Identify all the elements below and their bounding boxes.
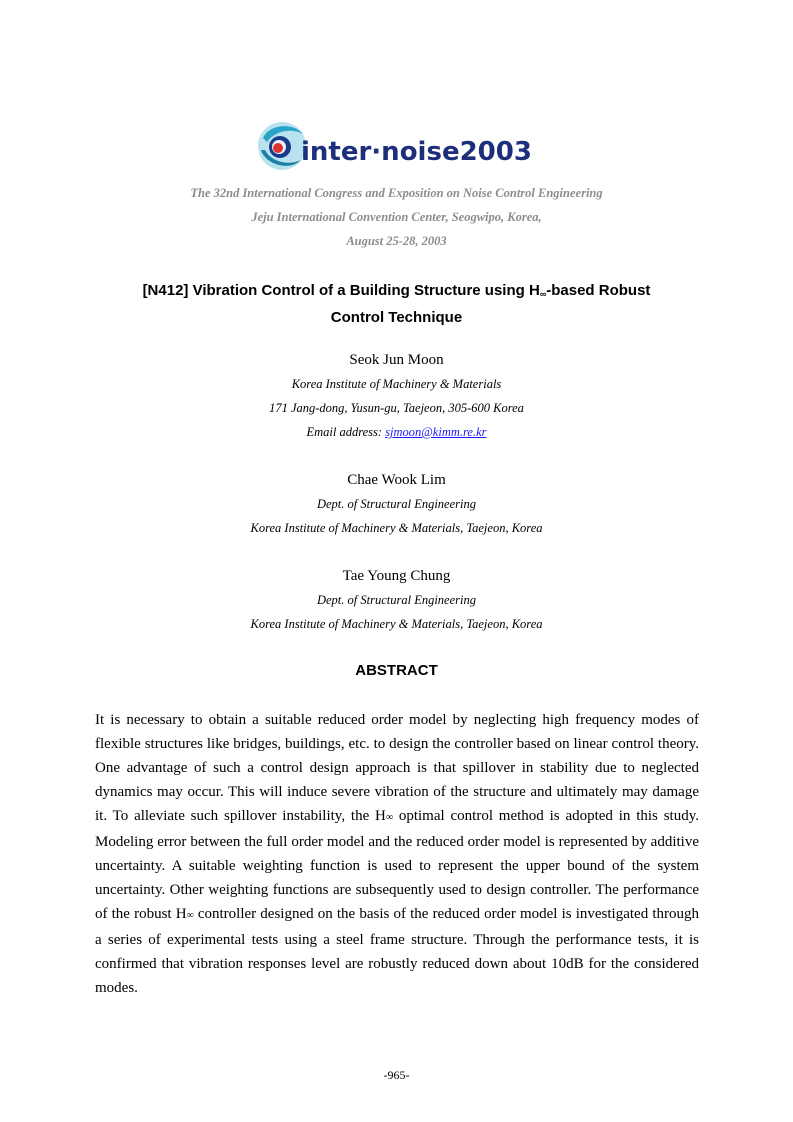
email-link[interactable]: sjmoon@kimm.re.kr (385, 425, 487, 439)
title-infinity-subscript: ∞ (539, 289, 547, 299)
conference-logo (255, 118, 540, 176)
conference-name: The 32nd International Congress and Exposition on Noise Control Engineering (190, 186, 603, 200)
logo-text: inter·noise2003 (301, 137, 532, 167)
page-number: -965- (383, 1068, 410, 1082)
author-name: Seok Jun Moon (349, 352, 444, 368)
email-label: Email address: (306, 425, 386, 439)
abstract-body (95, 708, 699, 1000)
conference-date: August 25-28, 2003 (346, 234, 447, 248)
author-name: Tae Young Chung (342, 568, 451, 584)
author-department: Dept. of Structural Engineering (316, 497, 476, 511)
title-part1: [N412] Vibration Control of a Building Structure using H (142, 282, 540, 299)
author-address: 171 Jang-dong, Yusun-gu, Taejeon, 305-600 Korea (269, 401, 524, 415)
abstract-text-2: optimal control method is adopted in this study. Modeling error between the full order model and the reduced order model is represented by additive uncertainty. A suitable weighting function is used to represent the upper bound of the system uncertainty. Other weighting functions are subsequently used to design controller. The performance of the robust H (95, 808, 699, 922)
abstract-text-1: It is necessary to obtain a suitable reduced order model by neglecting high frequency modes of flexible structures like bridges, buildings, etc. to design the controller based on linear control theory. One advantage of such a control design approach is that spillover in stability due to neglected dynamics may occur. This will induce severe vibration of the structure and ultimately may damage it. To alleviate such spillover instability, the H (95, 712, 699, 824)
paper-title (0, 279, 793, 329)
title-line2: Control Technique (330, 309, 463, 326)
abstract-text-3: controller designed on the basis of the reduced order model is investigated through a series of experimental tests using a steel frame structure. Through the performance tests, it is confirmed that vibration responses level are robustly reduced down about 10dB for the considered modes. (95, 906, 699, 996)
author-affiliation: Korea Institute of Machinery & Materials, Taejeon, Korea (250, 617, 543, 631)
title-part2: -based Robust (546, 282, 651, 299)
author-department: Dept. of Structural Engineering (316, 593, 476, 607)
author-affiliation: Korea Institute of Machinery & Materials, Taejeon, Korea (250, 521, 543, 535)
globe-icon (258, 122, 306, 170)
abstract-heading: ABSTRACT (355, 662, 438, 679)
author-affiliation: Korea Institute of Machinery & Materials (291, 377, 502, 391)
author-email-line (0, 425, 793, 440)
infinity-symbol: ∞ (186, 910, 194, 921)
conference-venue: Jeju International Convention Center, Seogwipo, Korea, (251, 210, 542, 224)
author-name: Chae Wook Lim (347, 472, 446, 488)
infinity-symbol: ∞ (385, 812, 394, 823)
